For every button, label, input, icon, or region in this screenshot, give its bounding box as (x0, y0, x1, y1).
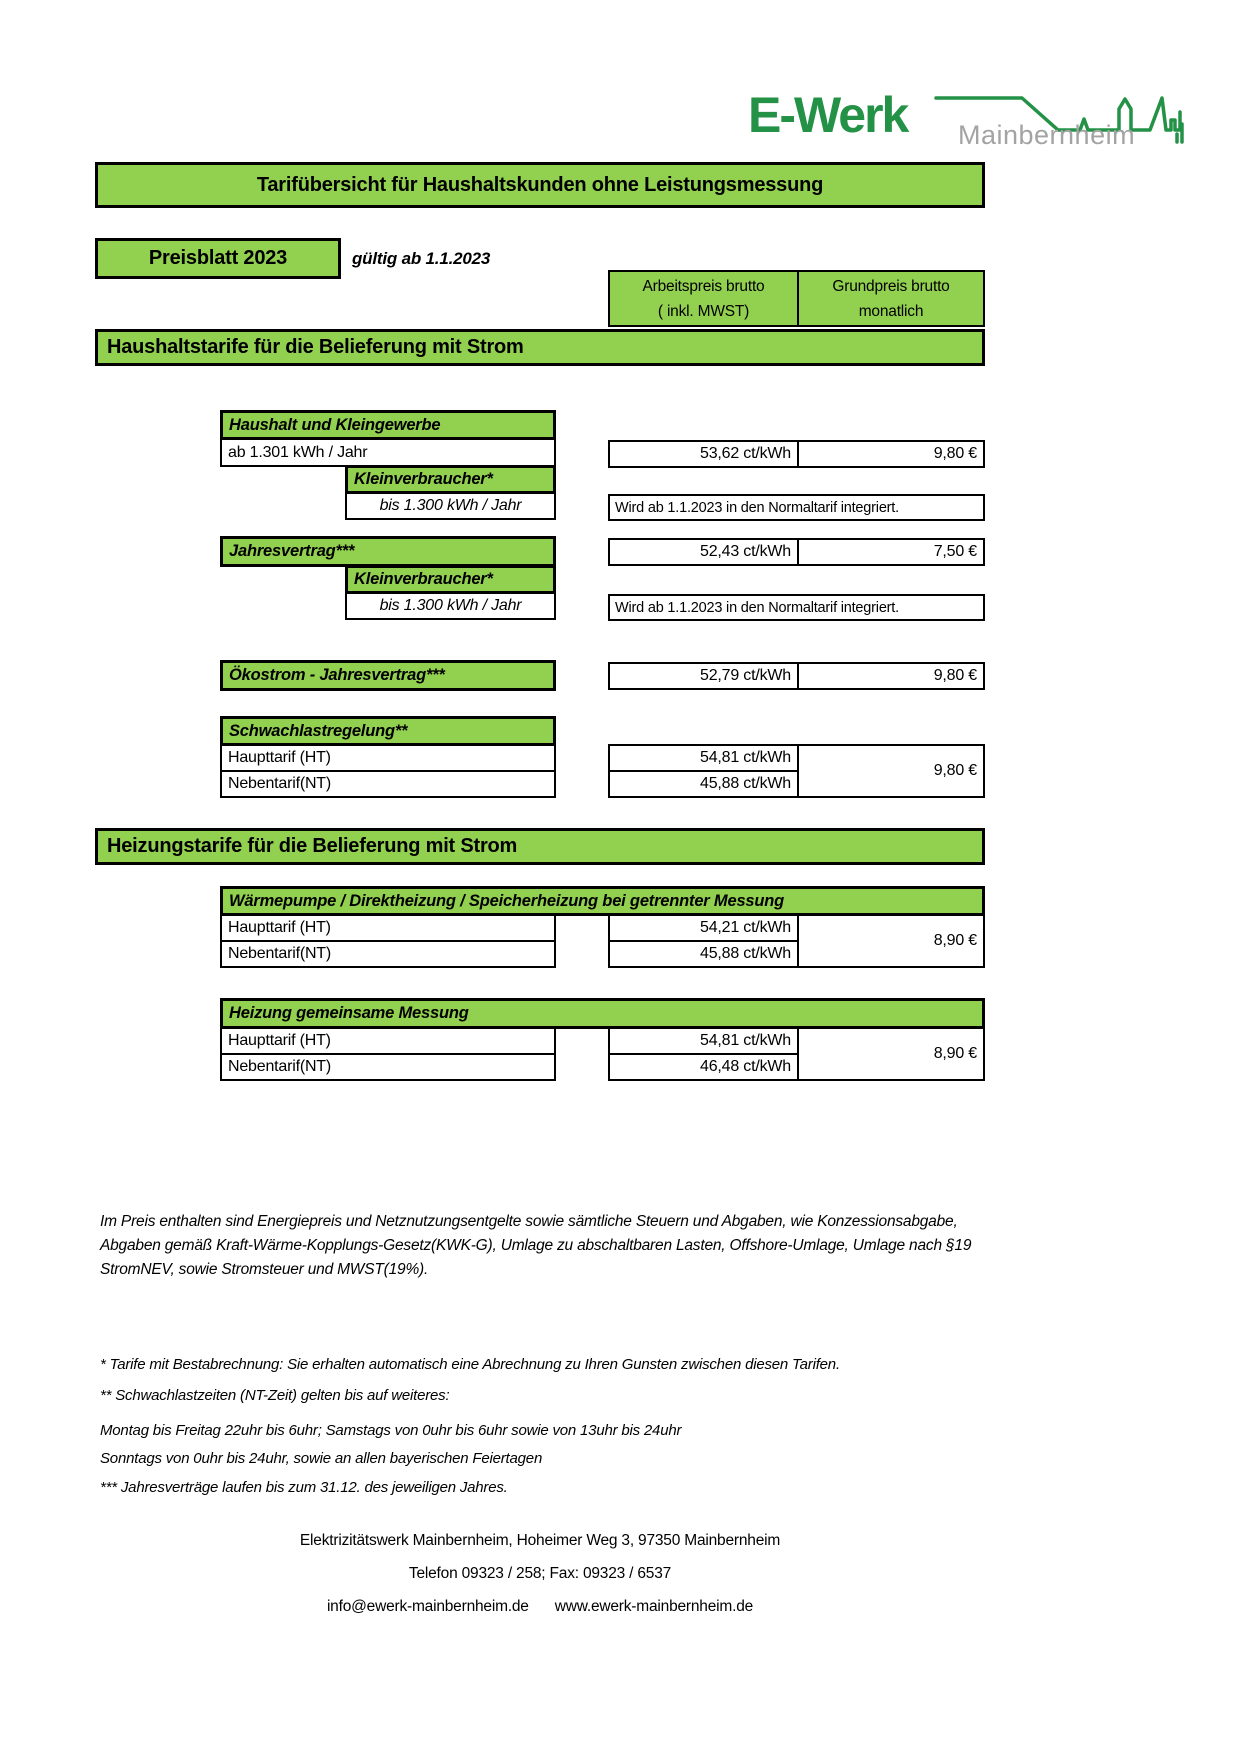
tariff-title-kleinverbraucher-2: Kleinverbraucher* (354, 570, 493, 588)
tariff-title-gemeinsam: Heizung gemeinsame Messung (229, 1004, 469, 1022)
row-label-gemeinsam-ht: Haupttarif (HT) (220, 1027, 556, 1055)
arbeitspreis-haushalt: 53,62 ct/kWh (608, 440, 799, 468)
preisblatt-box (95, 238, 341, 279)
company-logo (748, 84, 1136, 154)
arbeitspreis-header-line1: Arbeitspreis brutto (642, 278, 765, 295)
price-inclusion-note: Im Preis enthalten sind Energiepreis und Netznutzungsentgelte sowie sämtliche Steuern und Abgaben, wie Konzessionsabgabe, Abgaben gemäß Kraft-Wärme-Kopplungs-Gesetz(KWK-G), Umlage zu abschaltbaren Lasten, Offshore-Umlage, Umlage nach §19 StromNEV, sowie Stromsteuer und MWST(19%). (100, 1213, 972, 1278)
grundpreis-header-line2: monatlich (858, 303, 924, 320)
footer-email: info@ewerk-mainbernheim.de (326, 1598, 529, 1615)
arbeitspreis-gemeinsam-nt: 46,48 ct/kWh (608, 1053, 799, 1081)
footnote-bestabrechnung: * Tarife mit Bestabrechnung: Sie erhalten automatisch eine Abrechnung zu Ihren Gunsten zwischen diesen Tarifen. (100, 1356, 840, 1373)
footer-phone-fax: Telefon 09323 / 258; Fax: 09323 / 6537 (408, 1565, 672, 1582)
footer-address: Elektrizitätswerk Mainbernheim, Hoheimer Weg 3, 97350 Mainbernheim (299, 1532, 781, 1549)
arbeitspreis-header-line2: ( inkl. MWST) (657, 303, 750, 320)
row-label-ab1301: ab 1.301 kWh / Jahr (220, 438, 556, 467)
logo-city-text: Mainbernheim (958, 120, 1136, 150)
grundpreis-jahresvertrag: 7,50 € (797, 538, 985, 566)
section-bar-haushaltstarife (95, 329, 985, 366)
footnote-jahresvertraege: *** Jahresverträge laufen bis zum 31.12. des jeweiligen Jahres. (100, 1479, 508, 1496)
footnote-nt-times-weekdays: Montag bis Freitag 22uhr bis 6uhr; Samstags von 0uhr bis 6uhr sowie von 13uhr bis 24uhr (100, 1422, 682, 1439)
tariff-title-haushalt: Haushalt und Kleingewerbe (229, 415, 441, 434)
grundpreis-gemeinsam: 8,90 € (797, 1027, 985, 1081)
grundpreis-oekostrom: 9,80 € (797, 662, 985, 690)
tariff-header-kleinverbraucher-1 (345, 465, 556, 494)
tariff-title-kleinverbraucher-1: Kleinverbraucher* (354, 470, 493, 488)
arbeitspreis-waermepumpe-ht: 54,21 ct/kWh (608, 914, 799, 942)
preisblatt-label: Preisblatt 2023 (148, 247, 288, 269)
row-label-waermepumpe-nt: Nebentarif(NT) (220, 940, 556, 968)
footnote-nt-times-sundays: Sonntags von 0uhr bis 24uhr, sowie an allen bayerischen Feiertagen (100, 1450, 543, 1467)
arbeitspreis-gemeinsam-ht: 54,81 ct/kWh (608, 1027, 799, 1055)
arbeitspreis-schwachlast-ht: 54,81 ct/kWh (608, 744, 799, 772)
document-title-bar (95, 162, 985, 208)
footer-contact-block (95, 1532, 985, 1616)
row-label-bis1300-1: bis 1.300 kWh / Jahr (345, 492, 556, 520)
grundpreis-header-line1: Grundpreis brutto (832, 278, 950, 295)
section-title-heizungstarife: Heizungstarife für die Belieferung mit Strom (107, 835, 518, 857)
row-label-schwachlast-nt: Nebentarif(NT) (220, 770, 556, 798)
footnote-schwachlastzeiten: ** Schwachlastzeiten (NT-Zeit) gelten bis auf weiteres: (100, 1387, 450, 1404)
tariff-header-schwachlast (220, 716, 556, 746)
tariff-header-oekostrom (220, 660, 556, 691)
tariff-header-waermepumpe (220, 886, 985, 916)
arbeitspreis-oekostrom: 52,79 ct/kWh (608, 662, 799, 690)
row-label-bis1300-2: bis 1.300 kWh / Jahr (345, 592, 556, 620)
arbeitspreis-jahresvertrag: 52,43 ct/kWh (608, 538, 799, 566)
arbeitspreis-waermepumpe-nt: 45,88 ct/kWh (608, 940, 799, 968)
integration-note-1: Wird ab 1.1.2023 in den Normaltarif integriert. (608, 494, 985, 521)
column-header-grundpreis (797, 270, 985, 327)
tariff-title-jahresvertrag: Jahresvertrag*** (229, 542, 355, 560)
validity-date: gültig ab 1.1.2023 (352, 248, 491, 268)
row-label-gemeinsam-nt: Nebentarif(NT) (220, 1053, 556, 1081)
section-bar-heizungstarife (95, 828, 985, 865)
section-title-haushaltstarife: Haushaltstarife für die Belieferung mit Strom (107, 336, 524, 358)
tariff-header-jahresvertrag (220, 536, 556, 567)
document-title: Tarifübersicht für Haushaltskunden ohne Leistungsmessung (256, 173, 824, 196)
arbeitspreis-schwachlast-nt: 45,88 ct/kWh (608, 770, 799, 798)
tariff-header-haushalt (220, 410, 556, 440)
tariff-header-kleinverbraucher-2 (345, 565, 556, 594)
tariff-title-oekostrom: Ökostrom - Jahresvertrag*** (229, 666, 445, 684)
integration-note-2: Wird ab 1.1.2023 in den Normaltarif integriert. (608, 594, 985, 621)
grundpreis-haushalt: 9,80 € (797, 440, 985, 468)
grundpreis-schwachlast: 9,80 € (797, 744, 985, 798)
grundpreis-waermepumpe: 8,90 € (797, 914, 985, 968)
logo-brand-text: E-Werk (748, 87, 908, 143)
tariff-title-waermepumpe: Wärmepumpe / Direktheizung / Speicherheizung bei getrennter Messung (229, 891, 785, 910)
tariff-title-schwachlast: Schwachlastregelung** (229, 721, 408, 740)
column-header-arbeitspreis (608, 270, 799, 327)
footer-website: www.ewerk-mainbernheim.de (554, 1598, 754, 1615)
row-label-schwachlast-ht: Haupttarif (HT) (220, 744, 556, 772)
footer-links (95, 1598, 985, 1616)
tariff-header-gemeinsam (220, 998, 985, 1029)
row-label-waermepumpe-ht: Haupttarif (HT) (220, 914, 556, 942)
